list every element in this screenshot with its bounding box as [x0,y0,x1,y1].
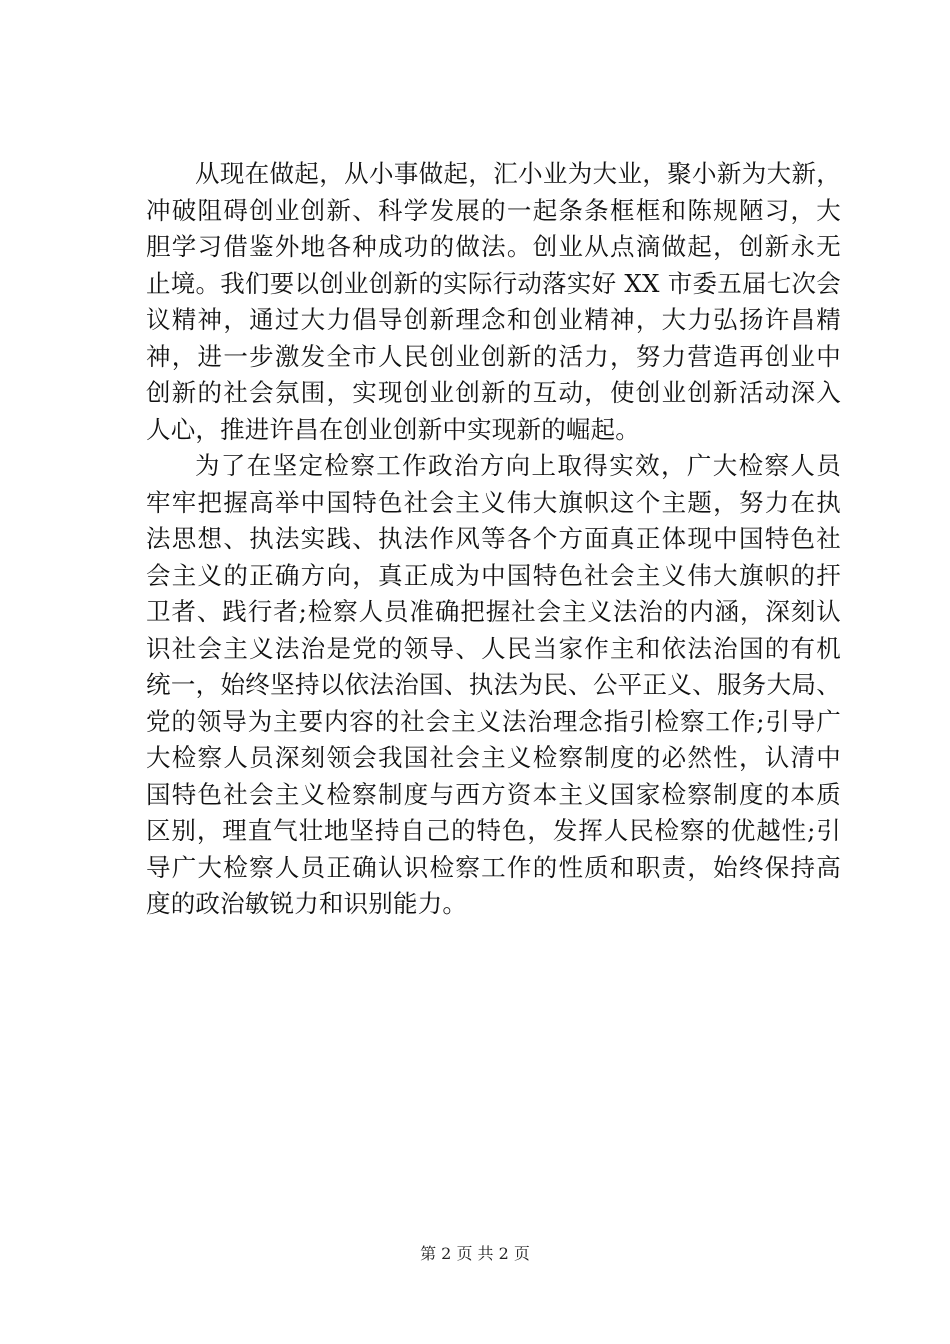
paragraph-1 [146,156,841,448]
text-line: 党的领导为主要内容的社会主义法治理念指引检察工作;引导广 [146,706,841,736]
text-line: 冲破阻碍创业创新、科学发展的一起条条框框和陈规陋习，大 [146,195,841,225]
text-line: 从现在做起，从小事做起，汇小业为大业，聚小新为大新， [195,159,841,188]
document-body [146,156,841,923]
text-line: 统一，始终坚持以依法治国、执法为民、公平正义、服务大局、 [146,670,841,699]
text-line: 人心，推进许昌在创业创新中实现新的崛起。 [146,414,640,444]
text-line: 止境。我们要以创业创新的实际行动落实好 XX 市委五届七次会 [146,268,841,298]
text-line: 区别，理直气壮地坚持自己的特色，发挥人民检察的优越性;引 [146,816,841,845]
text-line: 创新的社会氛围，实现创业创新的互动，使创业创新活动深入 [146,378,841,407]
text-line: 识社会主义法治是党的领导、人民当家作主和依法治国的有机 [146,633,841,663]
text-line: 议精神，通过大力倡导创新理念和创业精神，大力弘扬许昌精 [146,305,841,334]
text-line: 会主义的正确方向，真正成为中国特色社会主义伟大旗帜的扞 [146,560,841,590]
page-number-label: 第 2 页 共 2 页 [420,1244,530,1263]
text-line: 胆学习借鉴外地各种成功的做法。创业从点滴做起，创新永无 [146,232,841,261]
text-line: 为了在坚定检察工作政治方向上取得实效，广大检察人员 [195,451,841,480]
text-line: 卫者、践行者;检察人员准确把握社会主义法治的内涵，深刻认 [146,597,841,626]
page-footer [0,1243,950,1265]
text-line: 牢牢把握高举中国特色社会主义伟大旗帜这个主题，努力在执 [146,487,841,517]
text-line: 法思想、执法实践、执法作风等各个方面真正体现中国特色社 [146,524,841,553]
paragraph-2 [146,448,841,923]
text-line: 度的政治敏锐力和识别能力。 [146,889,468,918]
text-line: 国特色社会主义检察制度与西方资本主义国家检察制度的本质 [146,779,841,809]
text-line: 神，进一步激发全市人民创业创新的活力，努力营造再创业中 [146,341,841,371]
text-line: 大检察人员深刻领会我国社会主义检察制度的必然性，认清中 [146,743,841,772]
text-line: 导广大检察人员正确认识检察工作的性质和职责，始终保持高 [146,852,841,882]
